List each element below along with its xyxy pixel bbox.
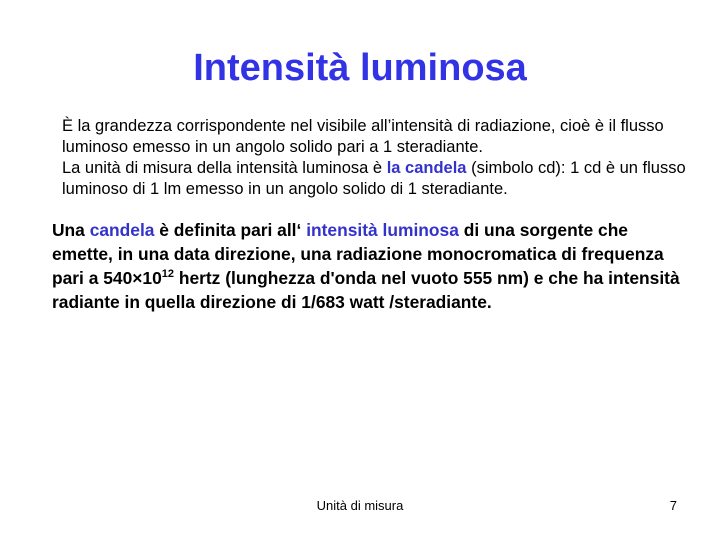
intro-text-after: (simbolo cd): 1 cd è un flusso luminoso di 1 lm emesso in un angolo solido di 1 steradiante. bbox=[62, 159, 686, 198]
candela-highlight: la candela bbox=[386, 159, 467, 177]
definition-exponent: 12 bbox=[161, 268, 174, 281]
definition-highlight-candela: candela bbox=[89, 220, 155, 240]
definition-part-1: Una bbox=[52, 220, 90, 240]
definition-highlight-intensity: intensità luminosa bbox=[306, 220, 459, 240]
candela-definition bbox=[52, 218, 692, 314]
intro-text-before: La unità di misura della intensità luminosa è bbox=[62, 159, 387, 177]
definition-part-2: è definita pari all‘ bbox=[154, 220, 307, 240]
definition-part-4: hertz (lunghezza d'onda nel vuoto 555 nm) e che ha intensità radiante in quella direzione di 1/683 watt /steradiante. bbox=[52, 268, 680, 312]
definition-part-3: di una sorgente che emette, in una data direzione, una radiazione monocromatica di frequenza pari a 540×10 bbox=[52, 220, 664, 288]
intro-text bbox=[62, 116, 714, 200]
slide-title: Intensità luminosa bbox=[193, 47, 527, 89]
footer-section-title: Unità di misura bbox=[316, 498, 404, 513]
page-number: 7 bbox=[669, 498, 677, 513]
intro-paragraph-2 bbox=[62, 158, 714, 200]
intro-paragraph-1: È la grandezza corrispondente nel visibile all’intensità di radiazione, cioè è il flusso luminoso emesso in un angolo solido pari a 1 steradiante. bbox=[62, 117, 664, 156]
